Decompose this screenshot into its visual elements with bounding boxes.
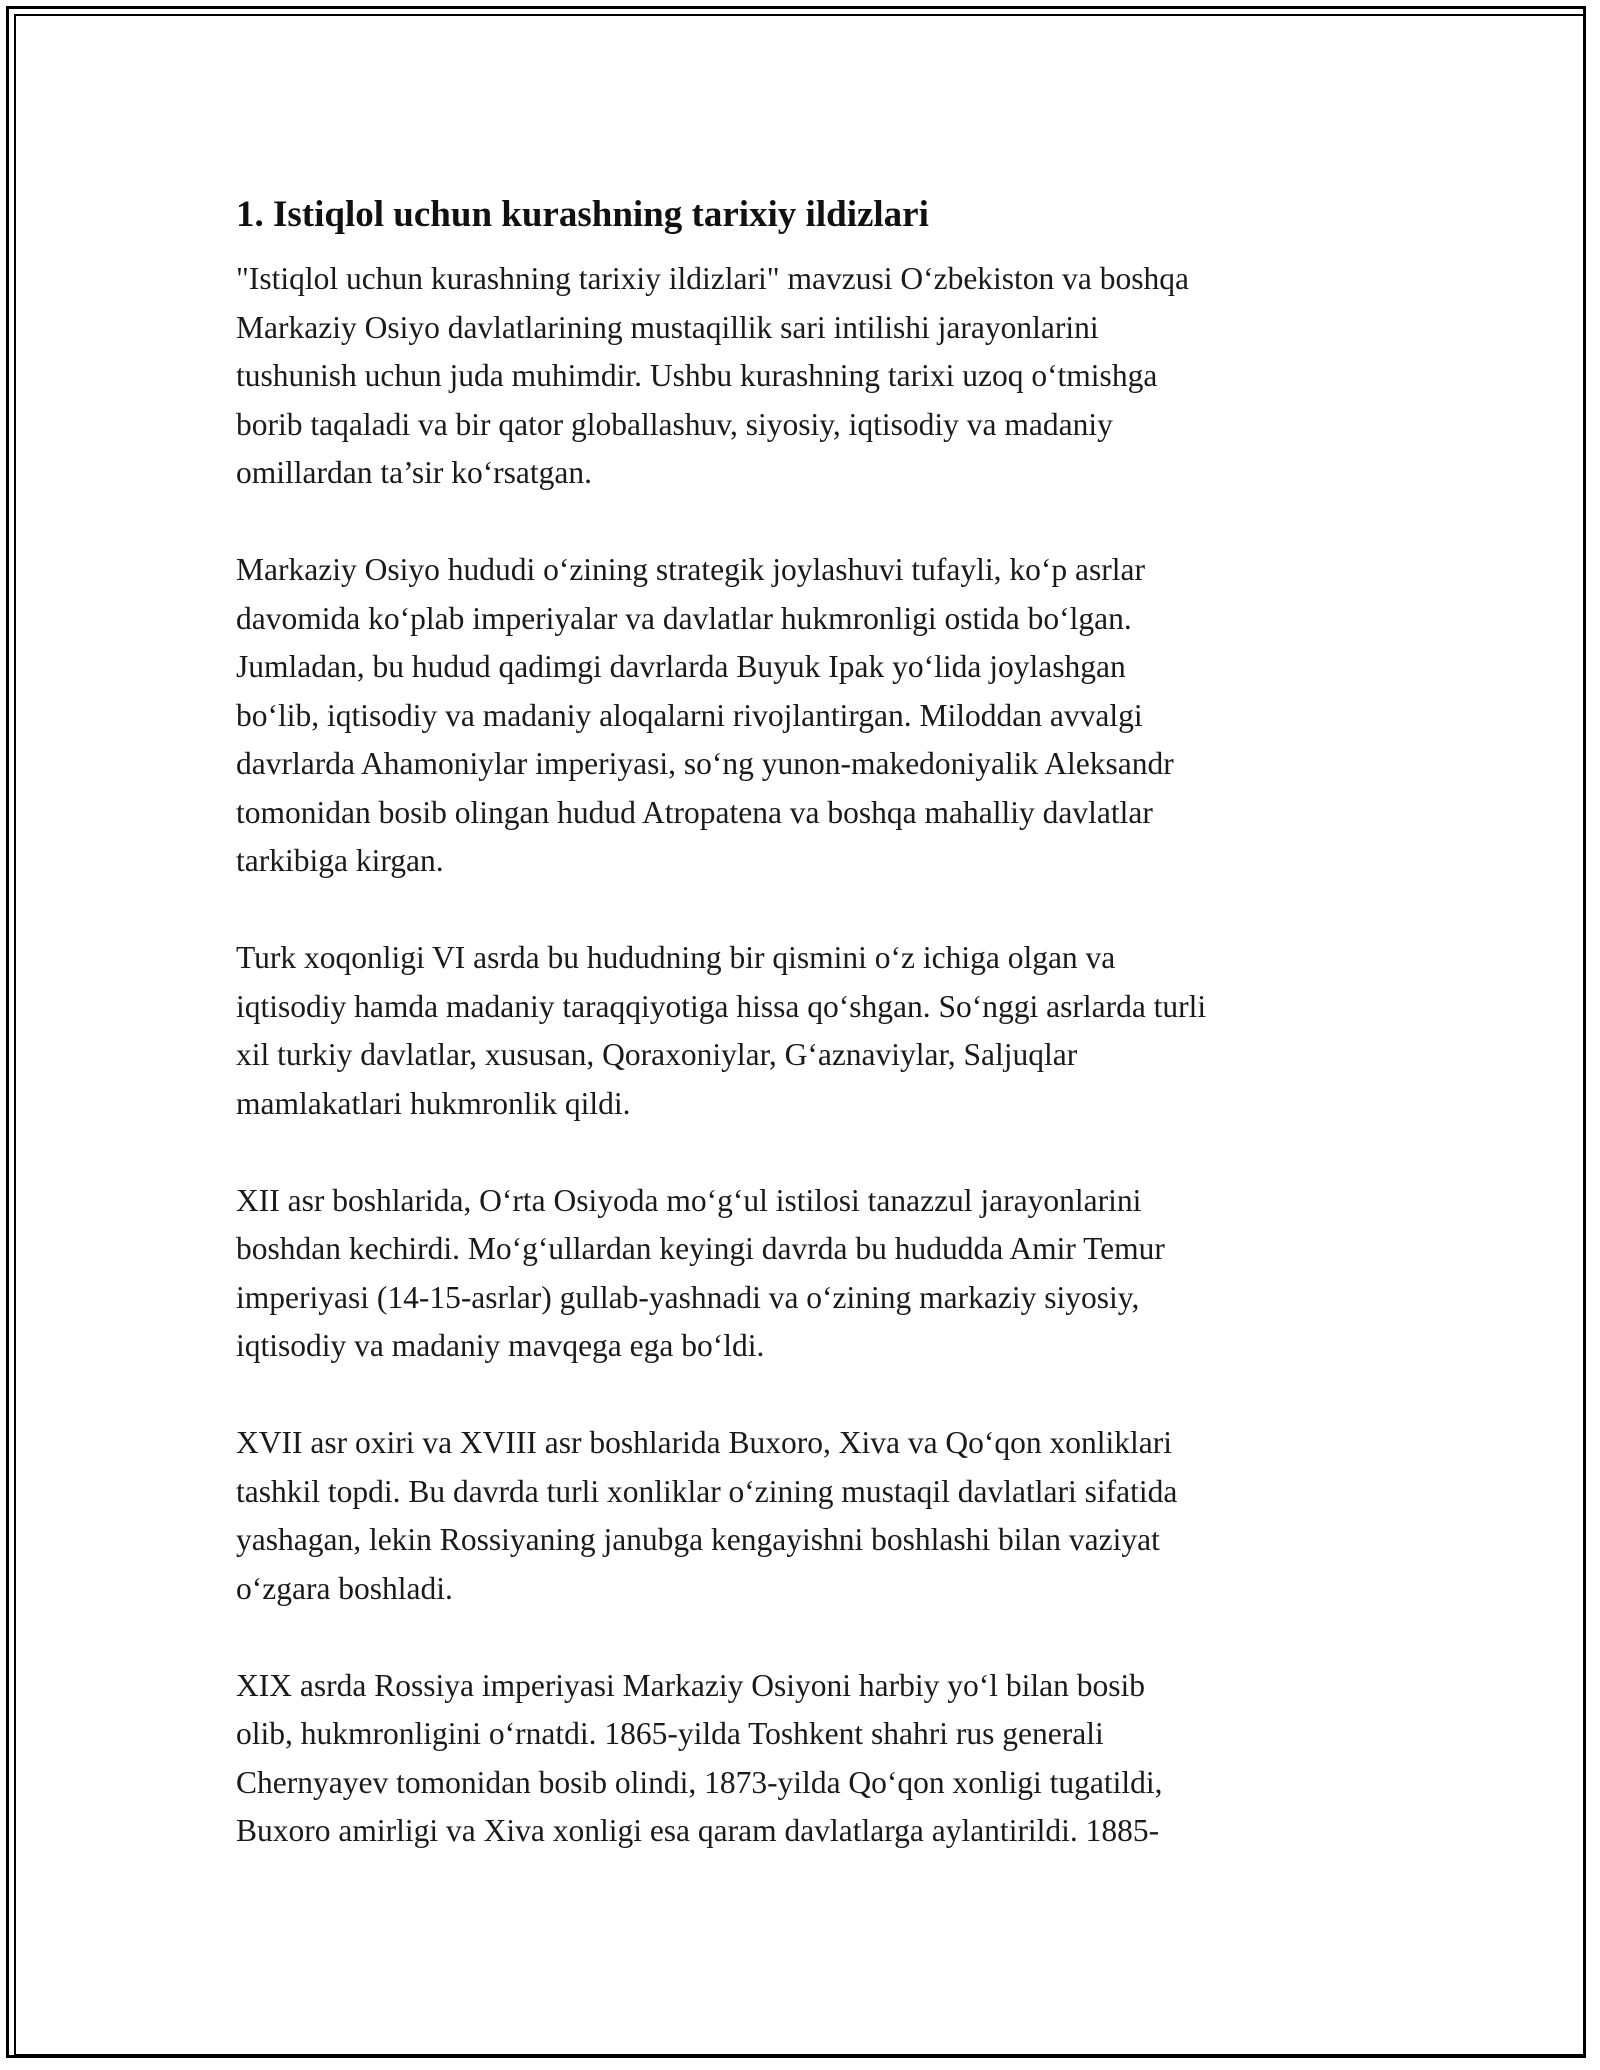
paragraph: [236, 546, 1386, 886]
paragraph: [236, 1177, 1386, 1371]
text-line: o‘zgara boshladi.: [236, 1570, 453, 1606]
text-line: Jumladan, bu hudud qadimgi davrlarda Buyuk Ipak yo‘lida joylashgan: [236, 649, 1126, 684]
text-line: XVII asr oxiri va XVIII asr boshlarida Buxoro, Xiva va Qo‘qon xonliklari: [236, 1425, 1173, 1460]
text-line: XIX asrda Rossiya imperiyasi Markaziy Osiyoni harbiy yo‘l bilan bosib: [236, 1667, 1145, 1703]
text-line: imperiyasi (14-15-asrlar) gullab-yashnadi va o‘zining markaziy siyosiy,: [236, 1279, 1140, 1315]
text-line: "Istiqlol uchun kurashning tarixiy ildizlari" mavzusi O‘zbekiston va boshqa: [236, 261, 1190, 296]
text-line: yashagan, lekin Rossiyaning janubga kengayishni boshlashi bilan vaziyat: [236, 1522, 1160, 1557]
document-body: [236, 185, 1386, 1904]
text-line: Markaziy Osiyo davlatlarining mustaqillik sari intilishi jarayonlarini: [236, 309, 1099, 345]
text-line: Turk xoqonligi VI asrda bu hududning bir qismini o‘z ichiga olgan va: [236, 940, 1116, 975]
document-title: 1. Istiqlol uchun kurashning tarixiy ildizlari: [236, 194, 929, 235]
text-line: tashkil topdi. Bu davrda turli xonliklar o‘zining mustaqil davlatlari sifatida: [236, 1473, 1178, 1509]
text-line: mamlakatlari hukmronlik qildi.: [236, 1085, 631, 1121]
text-line: bo‘lib, iqtisodiy va madaniy aloqalarni rivojlantirgan. Miloddan avvalgi: [236, 697, 1143, 733]
text-line: iqtisodiy va madaniy mavqega ega bo‘ldi.: [236, 1328, 765, 1363]
text-line: omillardan ta’sir ko‘rsatgan.: [236, 455, 593, 490]
text-line: Markaziy Osiyo hududi o‘zining strategik joylashuvi tufayli, ko‘p asrlar: [236, 552, 1145, 587]
paragraph: [236, 934, 1386, 1128]
text-line: tushunish uchun juda muhimdir. Ushbu kurashning tarixi uzoq o‘tmishga: [236, 358, 1158, 393]
text-line: tarkibiga kirgan.: [236, 843, 444, 878]
text-line: Chernyayev tomonidan bosib olindi, 1873-yilda Qo‘qon xonligi tugatildi,: [236, 1764, 1163, 1800]
text-line: borib taqaladi va bir qator globallashuv, siyosiy, iqtisodiy va madaniy: [236, 406, 1113, 442]
text-line: tomonidan bosib olingan hudud Atropatena va boshqa mahalliy davlatlar: [236, 794, 1153, 830]
text-line: davomida ko‘plab imperiyalar va davlatlar hukmronligi ostida bo‘lgan.: [236, 600, 1132, 636]
paragraph: [236, 1419, 1386, 1613]
paragraph: [236, 1662, 1386, 1856]
text-line: XII asr boshlarida, O‘rta Osiyoda mo‘g‘ul istilosi tanazzul jarayonlarini: [236, 1182, 1142, 1218]
text-line: boshdan kechirdi. Mo‘g‘ullardan keyingi davrda bu hududda Amir Temur: [236, 1231, 1165, 1266]
text-line: davrlarda Ahamoniylar imperiyasi, so‘ng yunon-makedoniyalik Aleksandr: [236, 746, 1174, 781]
text-line: xil turkiy davlatlar, xususan, Qoraxoniylar, G‘aznaviylar, Saljuqlar: [236, 1037, 1078, 1072]
text-line: iqtisodiy hamda madaniy taraqqiyotiga hissa qo‘shgan. So‘nggi asrlarda turli: [236, 988, 1207, 1024]
text-line: Buxoro amirligi va Xiva xonligi esa qaram davlatlarga aylantirildi. 1885-: [236, 1813, 1160, 1848]
text-line: olib, hukmronligini o‘rnatdi. 1865-yilda Toshkent shahri rus generali: [236, 1716, 1104, 1751]
paragraph: [236, 255, 1386, 498]
